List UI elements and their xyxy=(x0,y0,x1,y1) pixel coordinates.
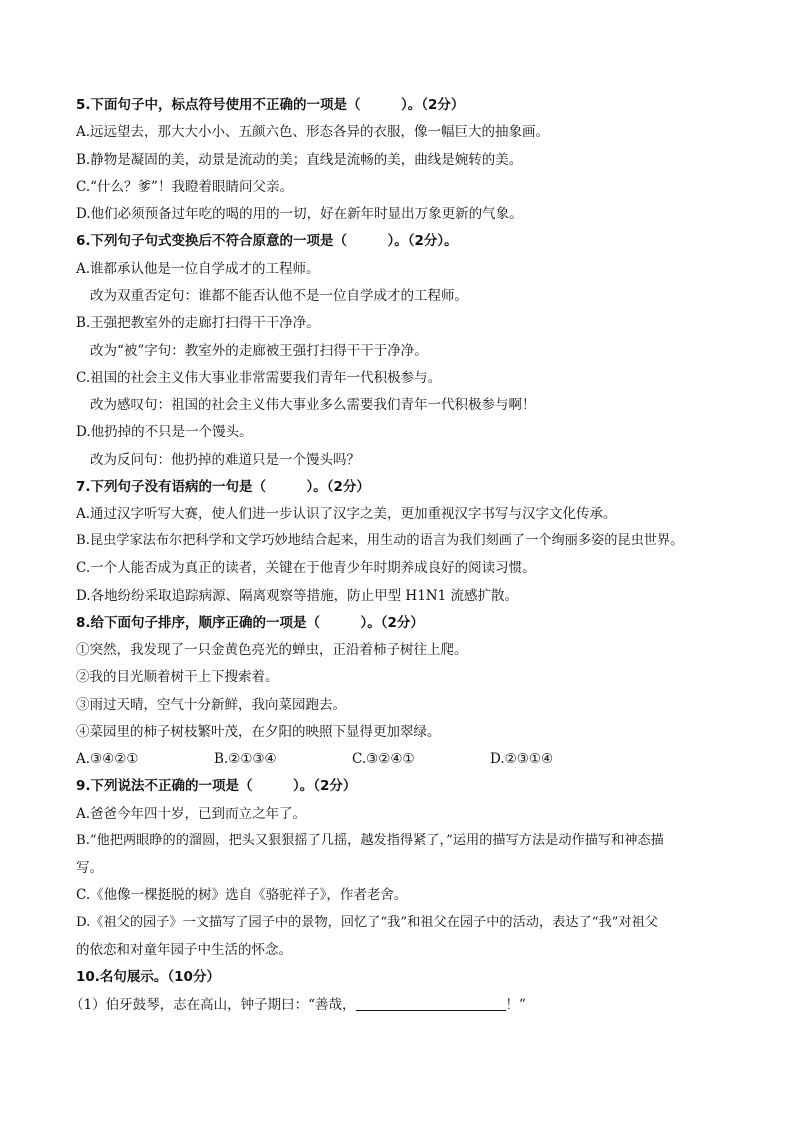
q8-option-b: B.②①③④ xyxy=(214,751,277,767)
q5-option-b: B.静物是凝固的美，动景是流动的美；直线是流畅的美，曲线是婉转的美。 xyxy=(76,152,523,168)
question-7-title: 7.下列句子没有语病的一句是（ ）。（2分） xyxy=(76,479,370,495)
q10-item-1 xyxy=(70,996,734,1014)
q9-option-d-line2: 的依恋和对童年园子中生活的怀念。 xyxy=(76,942,292,958)
q9-option-c: C.《他像一棵挺脱的树》选自《骆驼祥子》，作者老舍。 xyxy=(76,887,408,903)
q8-option-c: C.③②④① xyxy=(352,751,415,767)
q6-option-b: B.王强把教室外的走廊打扫得干干净净。 xyxy=(76,315,320,331)
q7-option-a: A.通过汉字听写大赛，使人们进一步认识了汉字之美，更加重视汉字书写与汉字文化传承。 xyxy=(76,506,617,522)
q6-option-a-rewrite: 改为双重否定句：谁都不能否认他不是一位自学成才的工程师。 xyxy=(90,288,468,304)
q9-option-b-line1: B.“他把两眼睁的的溜圆，把头又狠狠摇了几摇，越发指得紧了，”运用的描写方法是动作描写和神态描 xyxy=(76,833,664,848)
q9-option-a: A.爸爸今年四十岁，已到而立之年了。 xyxy=(76,806,307,822)
q8-sentence-2: ②我的目光顺着树干上下搜索着。 xyxy=(76,669,279,685)
q6-option-d-rewrite: 改为反问句：他扔掉的难道只是一个馒头吗？ xyxy=(90,452,360,468)
q8-sentence-3: ③雨过天晴，空气十分新鲜，我向菜园跑去。 xyxy=(76,697,346,713)
q6-option-c-rewrite: 改为感叹句：祖国的社会主义伟大事业多么需要我们青年一代积极参与啊！ xyxy=(90,397,536,413)
q7-option-c: C.一个人能否成为真正的读者，关键在于他青少年时期养成良好的阅读习惯。 xyxy=(76,560,536,576)
answer-blank[interactable] xyxy=(356,996,506,1011)
q7-option-d: D.各地纷纷采取追踪病源、隔离观察等措施，防止甲型 H1N1 流感扩散。 xyxy=(76,588,518,604)
q10-item-1-prefix: （1）伯牙鼓琴，志在高山，钟子期曰：“善哉， xyxy=(70,997,356,1013)
question-8-title: 8.给下面句子排序，顺序正确的一项是（ ）。（2分） xyxy=(76,615,424,631)
question-6-title: 6.下列句子句式变换后不符合原意的一项是（ ）。（2分）。 xyxy=(76,233,458,249)
q6-option-a: A.谁都承认他是一位自学成才的工程师。 xyxy=(76,261,320,277)
q8-option-a: A.③④②① xyxy=(76,751,139,767)
q5-option-d: D.他们必须预备过年吃的喝的用的一切，好在新年时显出万象更新的气象。 xyxy=(76,206,523,222)
question-10-title: 10.名句展示。（10分） xyxy=(76,969,220,985)
q5-option-a: A.远远望去，那大大小小、五颜六色、形态各异的衣服，像一幅巨大的抽象画。 xyxy=(76,124,550,140)
q6-option-d: D.他扔掉的不只是一个馒头。 xyxy=(76,424,253,440)
q5-option-c: C.“什么？爹”！我瞪着眼睛问父亲。 xyxy=(76,179,293,195)
question-9-title: 9.下列说法不正确的一项是（ ）。（2分） xyxy=(76,778,357,794)
q7-option-b: B.昆虫学家法布尔把科学和文学巧妙地结合起来，用生动的语言为我们刻画了一个绚丽多姿的昆虫世界。 xyxy=(76,533,684,548)
question-5-title: 5.下面句子中，标点符号使用不正确的一项是（ ）。（2分） xyxy=(76,97,465,113)
q8-sentence-1: ①突然，我发现了一只金黄色亮光的蝉虫，正沿着柿子树往上爬。 xyxy=(76,642,468,658)
q9-option-d-line1: D.《祖父的园子》一文描写了园子中的景物，回忆了“我”和祖父在园子中的活动，表达了“我”对祖父 xyxy=(76,915,658,930)
q6-option-b-rewrite: 改为“被”字句：教室外的走廊被王强打扫得干干于净净。 xyxy=(90,343,428,359)
q8-sentence-4: ④菜园里的柿子树枝繁叶茂，在夕阳的映照下显得更加翠绿。 xyxy=(76,724,441,740)
q6-option-c: C.祖国的社会主义伟大事业非常需要我们青年一代积极参与。 xyxy=(76,370,442,386)
q10-item-1-suffix: ！” xyxy=(505,997,526,1013)
q8-option-d: D.②③①④ xyxy=(490,751,554,767)
q9-option-b-line2: 写。 xyxy=(76,860,103,876)
